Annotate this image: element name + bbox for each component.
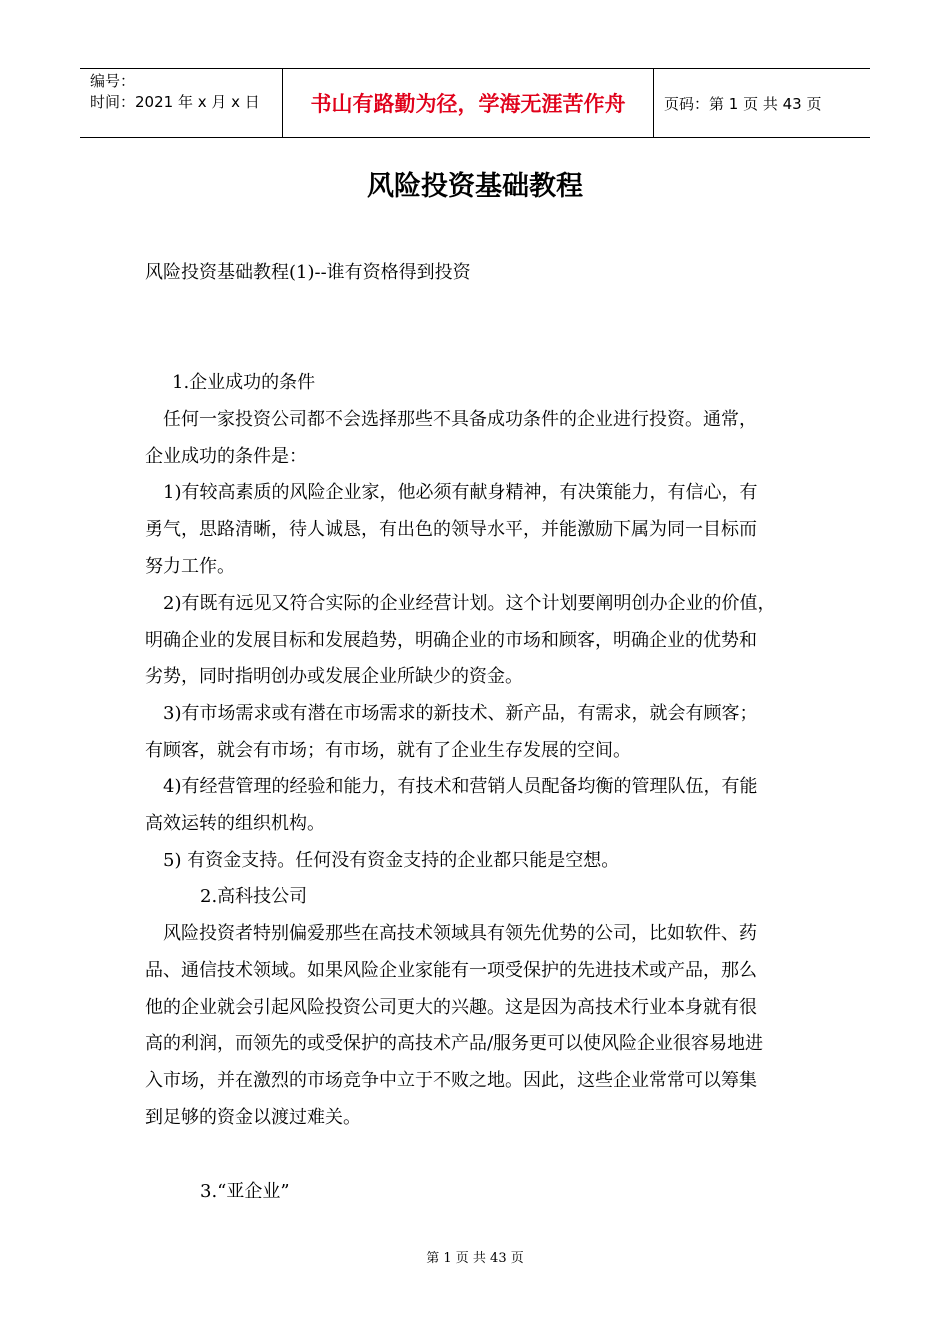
- body-line: 企业成功的条件是：: [145, 446, 307, 467]
- section-heading-3: 3.“亚企业”: [200, 1181, 290, 1202]
- body-line: 风险投资者特别偏爱那些在高技术领域具有领先优势的公司，比如软件、药: [163, 923, 757, 944]
- body-line: 5) 有资金支持。任何没有资金支持的企业都只能是空想。: [163, 850, 620, 871]
- subtitle-line: 风险投资基础教程(1)--谁有资格得到投资: [145, 262, 471, 283]
- body-line: 2)有既有远见又符合实际的企业经营计划。这个计划要阐明创办企业的价值，: [163, 593, 776, 614]
- body-line: 到足够的资金以渡过难关。: [145, 1107, 361, 1128]
- page-header: [80, 68, 870, 138]
- document-date: 时间：2021 年 x 月 x 日: [90, 93, 260, 111]
- header-motto: 书山有路勤为径，学海无涯苦作舟: [282, 69, 654, 137]
- section-heading-2: 2.高科技公司: [200, 886, 308, 907]
- body-line: 勇气，思路清晰，待人诚恳，有出色的领导水平，并能激励下属为同一目标而: [145, 519, 757, 540]
- document-number-label: 编号：: [90, 72, 136, 90]
- body-line: 任何一家投资公司都不会选择那些不具备成功条件的企业进行投资。通常，: [163, 409, 757, 430]
- document-title: 风险投资基础教程: [367, 171, 583, 202]
- body-line: 他的企业就会引起风险投资公司更大的兴趣。这是因为高技术行业本身就有很: [145, 997, 757, 1018]
- body-line: 品、通信技术领域。如果风险企业家能有一项受保护的先进技术或产品，那么: [145, 960, 757, 981]
- body-line: 4)有经营管理的经验和能力，有技术和营销人员配备均衡的管理队伍，有能: [163, 776, 758, 797]
- body-line: 1)有较高素质的风险企业家，他必须有献身精神，有决策能力，有信心，有: [163, 482, 758, 503]
- page-footer: 第 1 页 共 43 页: [426, 1251, 524, 1266]
- body-line: 3)有市场需求或有潜在市场需求的新技术、新产品，有需求，就会有顾客；: [163, 703, 758, 724]
- body-line: 高的利润，而领先的或受保护的高技术产品/服务更可以使风险企业很容易地进: [145, 1033, 764, 1054]
- body-line: 努力工作。: [145, 556, 235, 577]
- body-line: 明确企业的发展目标和发展趋势，明确企业的市场和顾客，明确企业的优势和: [145, 630, 757, 651]
- body-line: 有顾客，就会有市场；有市场，就有了企业生存发展的空间。: [145, 740, 631, 761]
- header-left-cell: [80, 69, 282, 137]
- body-line: 高效运转的组织机构。: [145, 813, 325, 834]
- body-line: 劣势，同时指明创办或发展企业所缺少的资金。: [145, 666, 523, 687]
- section-heading-1: 1.企业成功的条件: [172, 372, 316, 393]
- header-page-info: 页码：第 1 页 共 43 页: [664, 94, 822, 113]
- body-line: 入市场，并在激烈的市场竞争中立于不败之地。因此，这些企业常常可以筹集: [145, 1070, 757, 1091]
